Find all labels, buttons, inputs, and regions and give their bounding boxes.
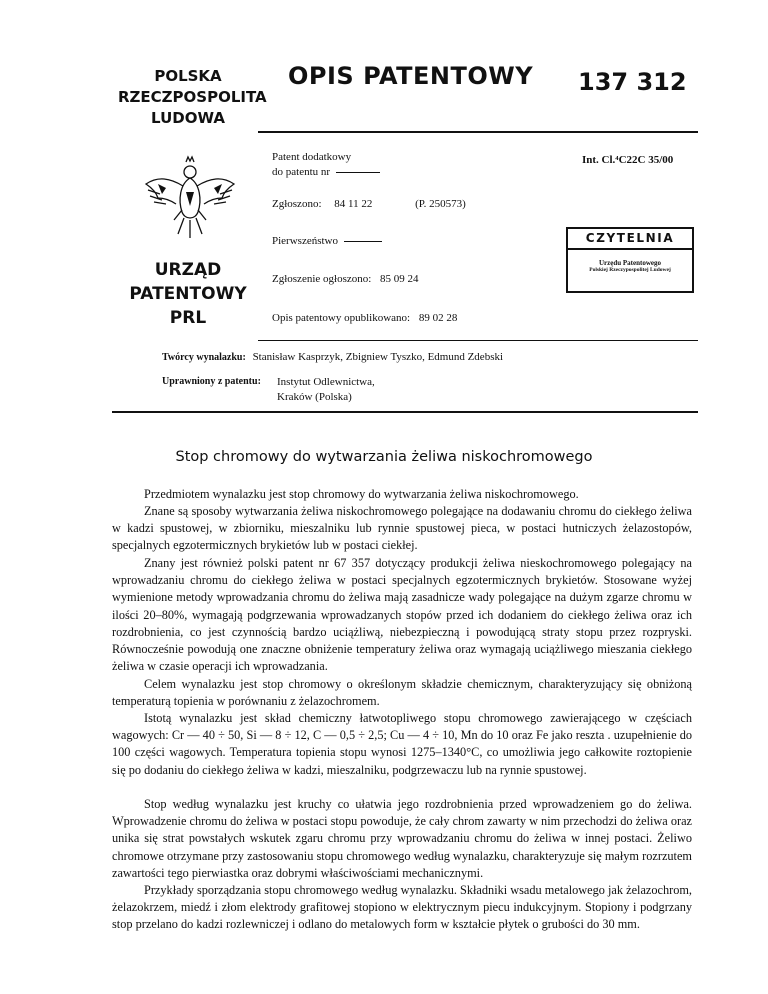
creators-rule-top [258, 340, 698, 341]
zgloszenie-label: Zgłoszenie ogłoszono: [272, 273, 372, 285]
document-title: OPIS PATENTOWY [288, 62, 534, 90]
body-paragraph-7: Przykłady sporządzania stopu chromowego według wynalazku. Składniki wsadu metalowego jak żelazochrom, żelazokrzem, miedź i złom elektrody grafitowej stopiono w elektrycznym piecu indukcyjnym. Stopiony i podgrzany stop przelano do kadzi rozlewniczej i odlano do metalowych form w kształcie płytek o grubości do 30 mm. [112, 883, 692, 932]
office-line-3: PRL [169, 308, 207, 328]
tworcy-label: Twórcy wynalazku: [162, 352, 246, 363]
zgloszenie-ogloszono [272, 273, 419, 285]
patent-dodatkowy-label: Patent dodatkowy [272, 151, 352, 163]
patent-dodatkowy [272, 151, 351, 163]
tworcy-value: Stanisław Kasprzyk, Zbigniew Tyszko, Edmund Zdebski [252, 351, 504, 363]
stamp-line-2: Polskiej Rzeczypospolitej Ludowej [589, 267, 671, 273]
country-line-2: RZECZPOSPOLITA [118, 88, 267, 106]
stamp-line-1: Urzędu Patentowego [598, 259, 661, 267]
patent-office [118, 258, 258, 330]
uprawniony-label: Uprawniony z patentu: [162, 376, 261, 387]
opis-opublikowano [272, 312, 457, 324]
empty-value-dash [344, 241, 382, 242]
opis-label: Opis patentowy opublikowano: [272, 312, 411, 324]
uprawniony-line-1: Instytut Odlewnictwa, [277, 376, 375, 388]
empty-value-dash [336, 172, 380, 173]
zgloszenie-date: 85 09 24 [380, 273, 419, 285]
country-line-3: LUDOWA [151, 109, 225, 127]
country-name [118, 66, 267, 129]
zgloszono [272, 198, 466, 210]
header-rule [258, 131, 698, 133]
body-paragraph-3: Znany jest również polski patent nr 67 357 dotyczący produkcji żeliwa nieskochromowego polegający na wprowadzaniu chromu do ciekłego żeliwa w postaci specjalnych egzotermicznych brykietów. Stosowane wyżej wymienione metody wprowadzania chromu do żeliwa mają zasadnicze wady polegające na dużym zgarze chromu w ilości 20–80%, wymagają podgrzewania wprowadzanych stopów przed ich dodaniem do ciekłego żeliwa oraz ich rozdrobnienia, co jest czynnością bardzo uciążliwą, niebezpieczną i powodującą straty stopu przez rozpryski. Równocześnie powodują one znaczne obniżenie temperatury żeliwa oraz wymagają uciążliwego mieszania ciekłego żeliwa w czasie operacji ich wprowadzania. [112, 556, 692, 674]
zgloszono-number: (P. 250573) [415, 198, 466, 210]
creators-rule-bottom [112, 411, 698, 413]
tworcy-row [162, 351, 503, 363]
invention-title: Stop chromowy do wytwarzania żeliwa niskochromowego [175, 449, 593, 465]
office-line-1: URZĄD [154, 260, 222, 280]
office-line-2: PATENTOWY [129, 284, 247, 304]
do-patentu-label: do patentu nr [272, 166, 331, 178]
stamp-title: CZYTELNIA [568, 231, 692, 250]
body-paragraph-2: Znane są sposoby wytwarzania żeliwa niskochromowego polegające na dodawaniu chromu do ciekłego żeliwa w kadzi spustowej, w zbiorniku, mieszalniku lub rynnie spustowej pieca, w postaci hutniczych żelazostopów, specjalnych egzotermicznych brykietów lub w postaci ciekłej. [112, 504, 692, 553]
eagle-emblem-icon [140, 148, 240, 248]
body-paragraph-5: Istotą wynalazku jest skład chemiczny łatwotopliwego stopu chromowego zawierającego w częściach wagowych: Cr — 40 ÷ 50, Si — 8 ÷ 12, C — 0,5 ÷ 2,5; Cu — 4 ÷ 10, Mn do 10 oraz Fe jako reszta . uzupełnienie do 100 części wagowych. Temperatura topienia stopu wynosi 1275–1340°C, co umożliwia jego całkowite roztopienie się po dodaniu do ciekłego żeliwa w kadzi, mieszalniku, podgrzewaczu lub na rynnie spustowej. [112, 711, 692, 777]
do-patentu [272, 166, 380, 178]
uprawniony-value [277, 375, 375, 405]
library-stamp [566, 227, 694, 293]
opis-date: 89 02 28 [418, 312, 458, 324]
zgloszono-label: Zgłoszono: [272, 198, 322, 210]
patent-number: 137 312 [578, 68, 687, 96]
zgloszono-date: 84 11 22 [334, 198, 373, 210]
body-paragraph-6: Stop według wynalazku jest kruchy co ułatwia jego rozdrobnienia przed wprowadzeniem go do żeliwa. Wprowadzenie chromu do żeliwa w postaci stopu powoduje, że cały chrom zawarty w nim przechodzi do żeliwa oraz unika się strat powstałych wskutek zgaru chromu przy wprowadzaniu chromu do żeliwa w innej postaci. Żeliwo chromowe otrzymane przy zastosowaniu stopu chromowego według wynalazku, charakteryzuje się małym rozrzutem zawartości tego pierwiastka oraz dobrymi właściwościami mechanicznymi. [112, 797, 692, 880]
pierwszenstwo-label: Pierwszeństwo [272, 235, 338, 247]
pierwszenstwo [272, 235, 382, 247]
body-paragraph-4: Celem wynalazku jest stop chromowy o określonym składzie chemicznym, charakteryzujący się obniżoną temperaturą topienia w porównaniu z żelazochromem. [112, 677, 692, 709]
body-paragraph-1: Przedmiotem wynalazku jest stop chromowy do wytwarzania żeliwa niskochromowego. [144, 487, 579, 501]
country-line-1: POLSKA [154, 67, 222, 85]
int-classification: Int. Cl.⁴C22C 35/00 [582, 154, 674, 166]
uprawniony-row [162, 375, 261, 387]
uprawniony-line-2: Kraków (Polska) [277, 391, 352, 403]
